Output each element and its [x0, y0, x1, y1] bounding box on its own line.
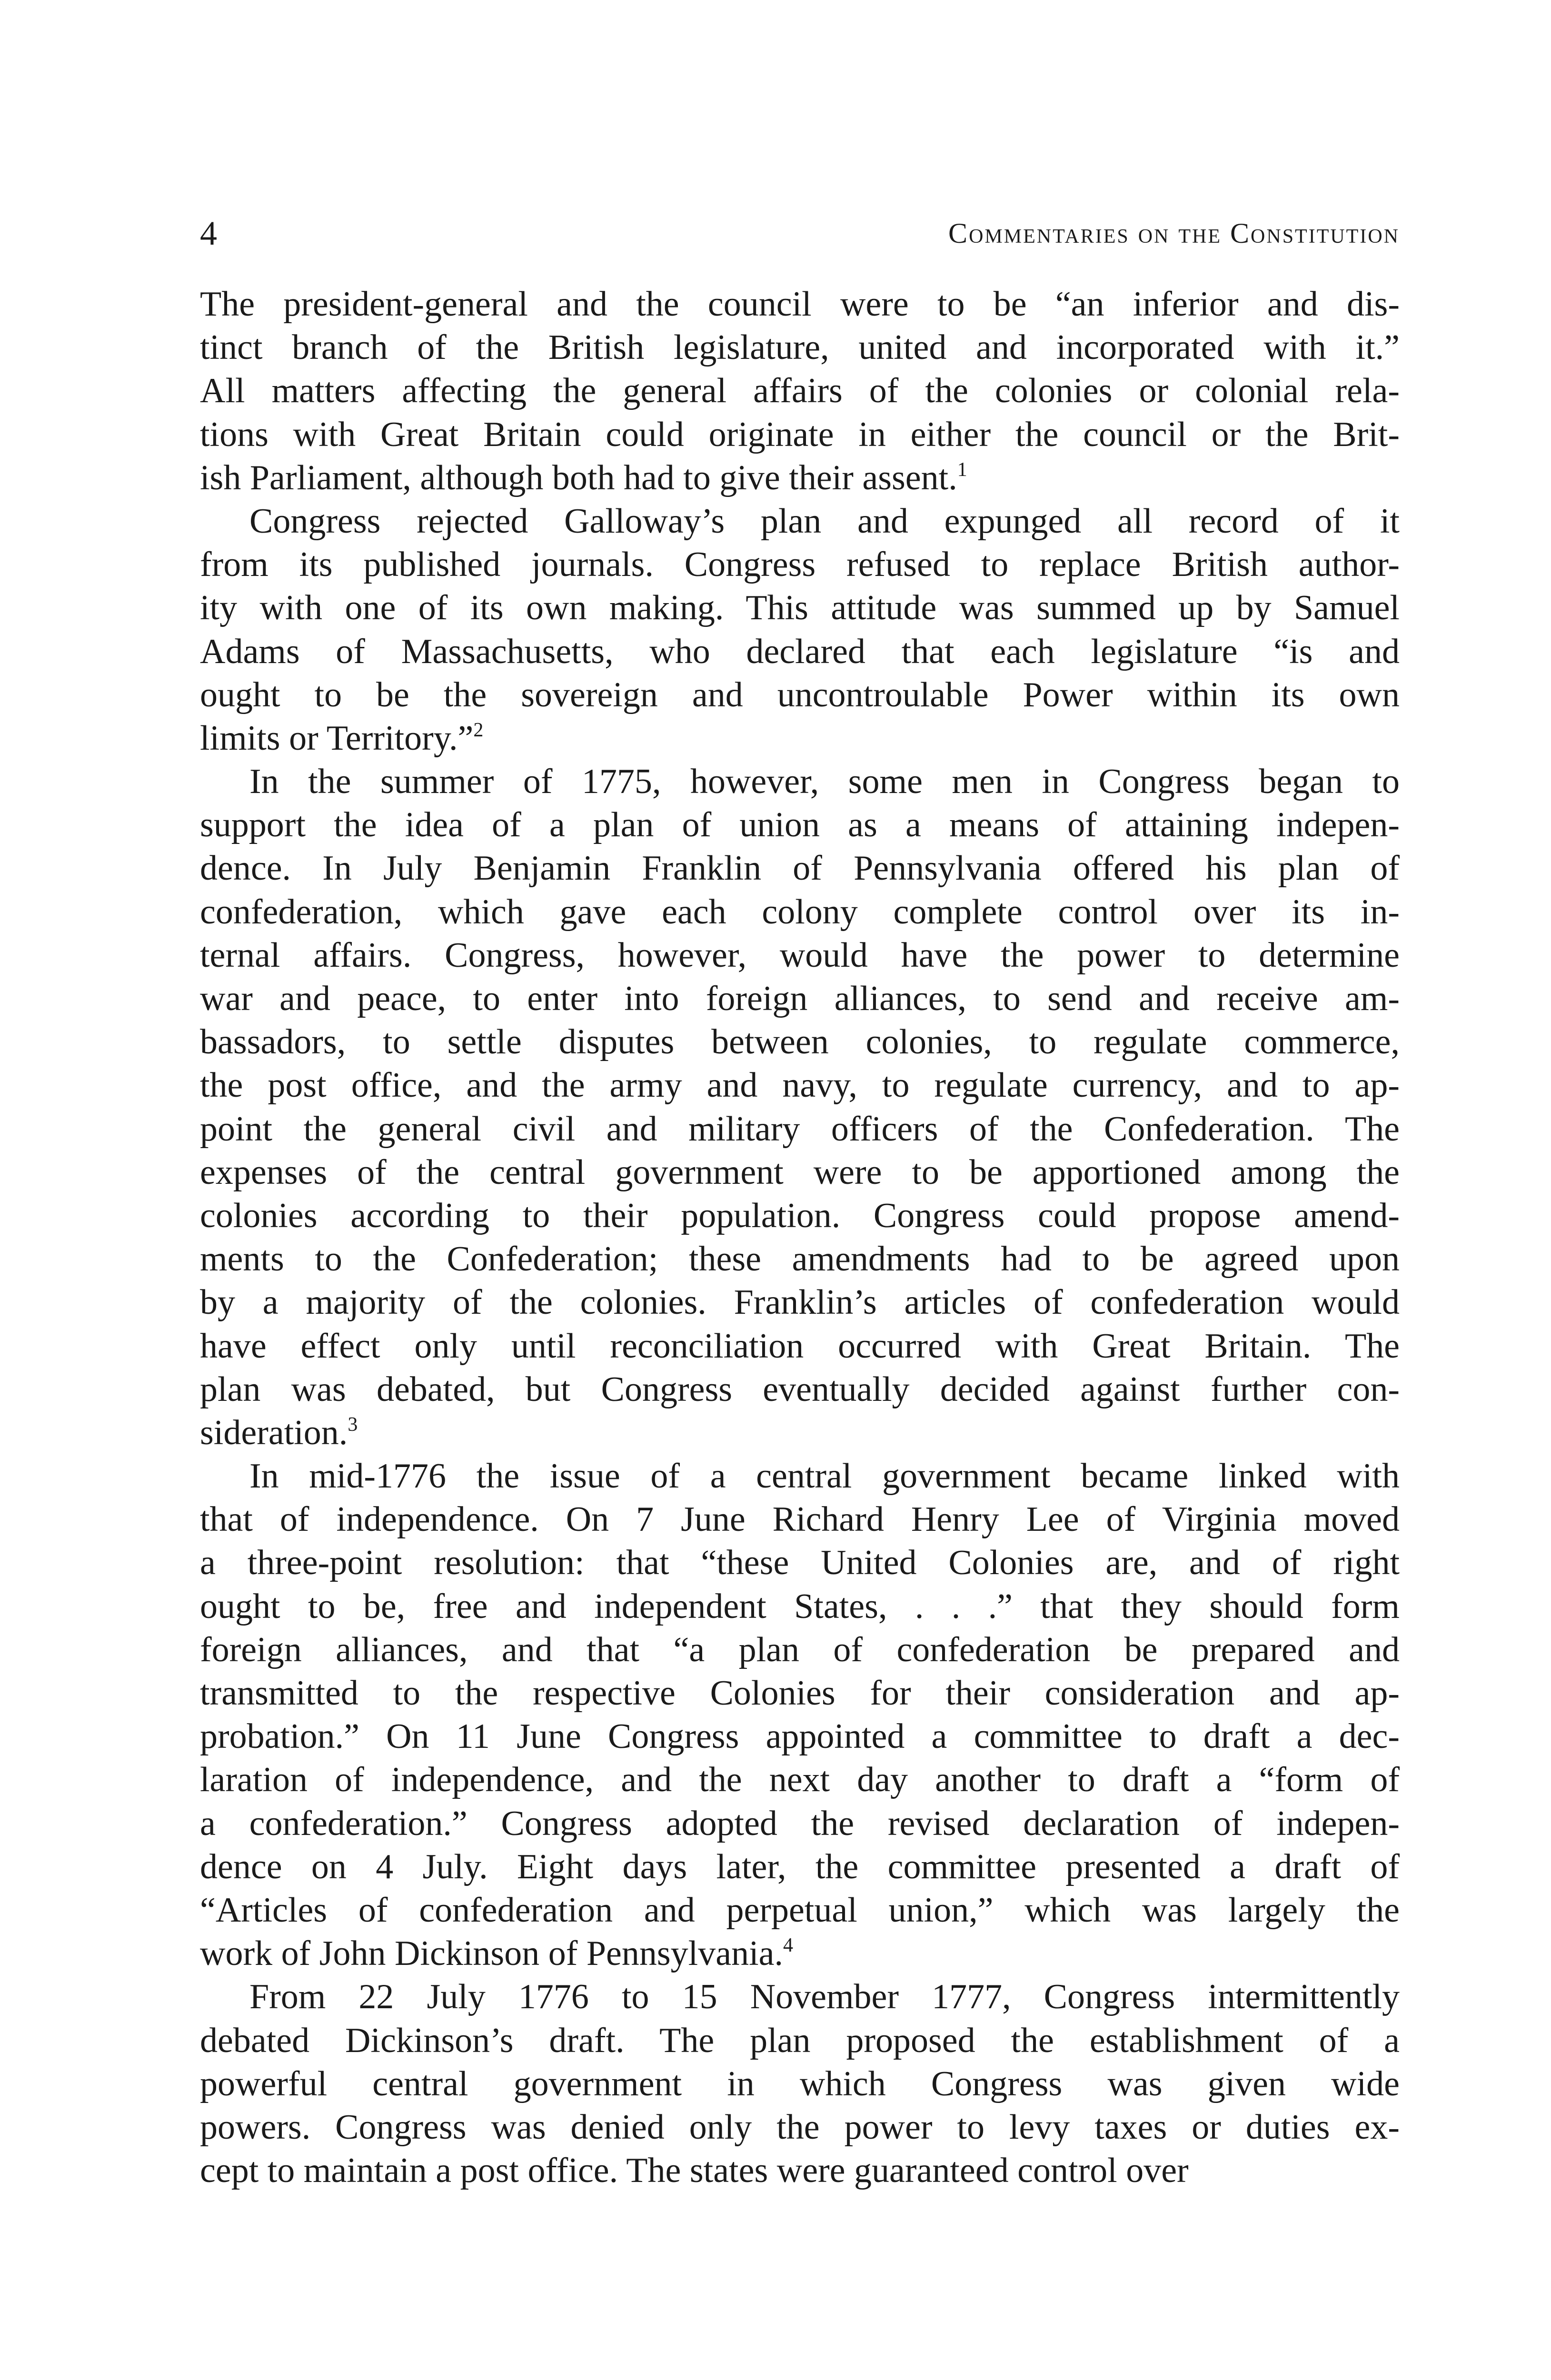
text-line: from its published journals. Congress refused to replace British author- — [200, 545, 1400, 585]
text-line: dence. In July Benjamin Franklin of Pennsylvania offered his plan of — [200, 849, 1400, 888]
text-line: ish Parliament, although both had to give their assent.$^1$ — [200, 458, 967, 497]
text-line: debated Dickinson’s draft. The plan proposed the establishment of a — [200, 2021, 1400, 2060]
text-line: Congress rejected Galloway’s plan and expunged all record of it — [249, 501, 1400, 541]
text-line: a three-point resolution: that “these United Colonies are, and of right — [200, 1543, 1400, 1583]
paragraph — [200, 1975, 1400, 2192]
text-line: that of independence. On 7 June Richard Henry Lee of Virginia moved — [200, 1500, 1400, 1539]
paragraph — [200, 1455, 1400, 1975]
text-line: work of John Dickinson of Pennsylvania.$^4$ — [200, 1934, 793, 1973]
paragraph — [200, 760, 1400, 1455]
text-line: “Articles of confederation and perpetual union,” which was largely the — [200, 1890, 1400, 1930]
text-line: probation.” On 11 June Congress appointed a committee to draft a dec- — [200, 1717, 1400, 1756]
paragraph — [200, 283, 1400, 500]
footnote-ref[interactable]: 3 — [348, 1413, 358, 1436]
text-line: sideration.$^3$ — [200, 1413, 358, 1452]
text-line: by a majority of the colonies. Franklin’s articles of confederation would — [200, 1283, 1400, 1322]
body-text — [200, 283, 1400, 2192]
text-line: The president-general and the council were to be “an inferior and dis- — [200, 285, 1400, 324]
footnote-ref[interactable]: 4 — [783, 1934, 793, 1957]
text-line: bassadors, to settle disputes between colonies, to regulate commerce, — [200, 1022, 1400, 1062]
text-line: Adams of Massachusetts, who declared that each legislature “is and — [200, 632, 1400, 671]
text-line: transmitted to the respective Colonies for their consideration and ap- — [200, 1674, 1400, 1713]
text-line: ity with one of its own making. This attitude was summed up by Samuel — [200, 588, 1400, 628]
text-line: All matters affecting the general affairs of the colonies or colonial rela- — [200, 371, 1400, 411]
text-line: confederation, which gave each colony complete control over its in- — [200, 892, 1400, 932]
text-line: powerful central government in which Congress was given wide — [200, 2064, 1400, 2103]
page-header — [200, 209, 1400, 257]
text-line: laration of independence, and the next day another to draft a “form of — [200, 1760, 1400, 1800]
text-line: dence on 4 July. Eight days later, the committee presented a draft of — [200, 1847, 1400, 1886]
text-line: expenses of the central government were to be apportioned among the — [200, 1152, 1400, 1192]
text-line: ments to the Confederation; these amendments had to be agreed upon — [200, 1240, 1400, 1279]
text-line: ought to be, free and independent States, . . .” that they should form — [200, 1587, 1400, 1626]
text-line: support the idea of a plan of union as a means of attaining indepen- — [200, 805, 1400, 845]
text-line: the post office, and the army and navy, to regulate currency, and to ap- — [200, 1066, 1400, 1105]
text-line: In mid-1776 the issue of a central government became linked with — [249, 1457, 1400, 1496]
paragraph — [200, 500, 1400, 760]
text-line: powers. Congress was denied only the power to levy taxes or duties ex- — [200, 2107, 1400, 2147]
text-line: tions with Great Britain could originate in either the council or the Brit- — [200, 415, 1400, 454]
text-line: In the summer of 1775, however, some men in Congress began to — [249, 762, 1400, 802]
text-line: point the general civil and military officers of the Confederation. The — [200, 1109, 1400, 1149]
text-line: war and peace, to enter into foreign alliances, to send and receive am- — [200, 979, 1400, 1018]
text-line: foreign alliances, and that “a plan of confederation be prepared and — [200, 1630, 1400, 1669]
text-line: ternal affairs. Congress, however, would have the power to determine — [200, 935, 1400, 975]
text-line: tinct branch of the British legislature, united and incorporated with it.” — [200, 328, 1400, 367]
text-line: plan was debated, but Congress eventually decided against further con- — [200, 1369, 1400, 1409]
text-line: cept to maintain a post office. The states were guaranteed control over — [200, 2151, 1189, 2191]
text-line: a confederation.” Congress adopted the revised declaration of indepen- — [200, 1804, 1400, 1843]
text-line: have effect only until reconciliation occurred with Great Britain. The — [200, 1326, 1400, 1366]
running-head: Commentaries on the Constitution — [948, 218, 1400, 249]
text-line: colonies according to their population. Congress could propose amend- — [200, 1196, 1400, 1235]
text-line: ought to be the sovereign and uncontroulable Power within its own — [200, 675, 1400, 714]
text-line: From 22 July 1776 to 15 November 1777, Congress intermittently — [249, 1977, 1400, 2017]
footnote-ref[interactable]: 1 — [957, 458, 967, 481]
text-line: limits or Territory.”$^2$ — [200, 718, 484, 758]
footnote-ref[interactable]: 2 — [473, 719, 484, 741]
page-number: 4 — [200, 214, 217, 252]
